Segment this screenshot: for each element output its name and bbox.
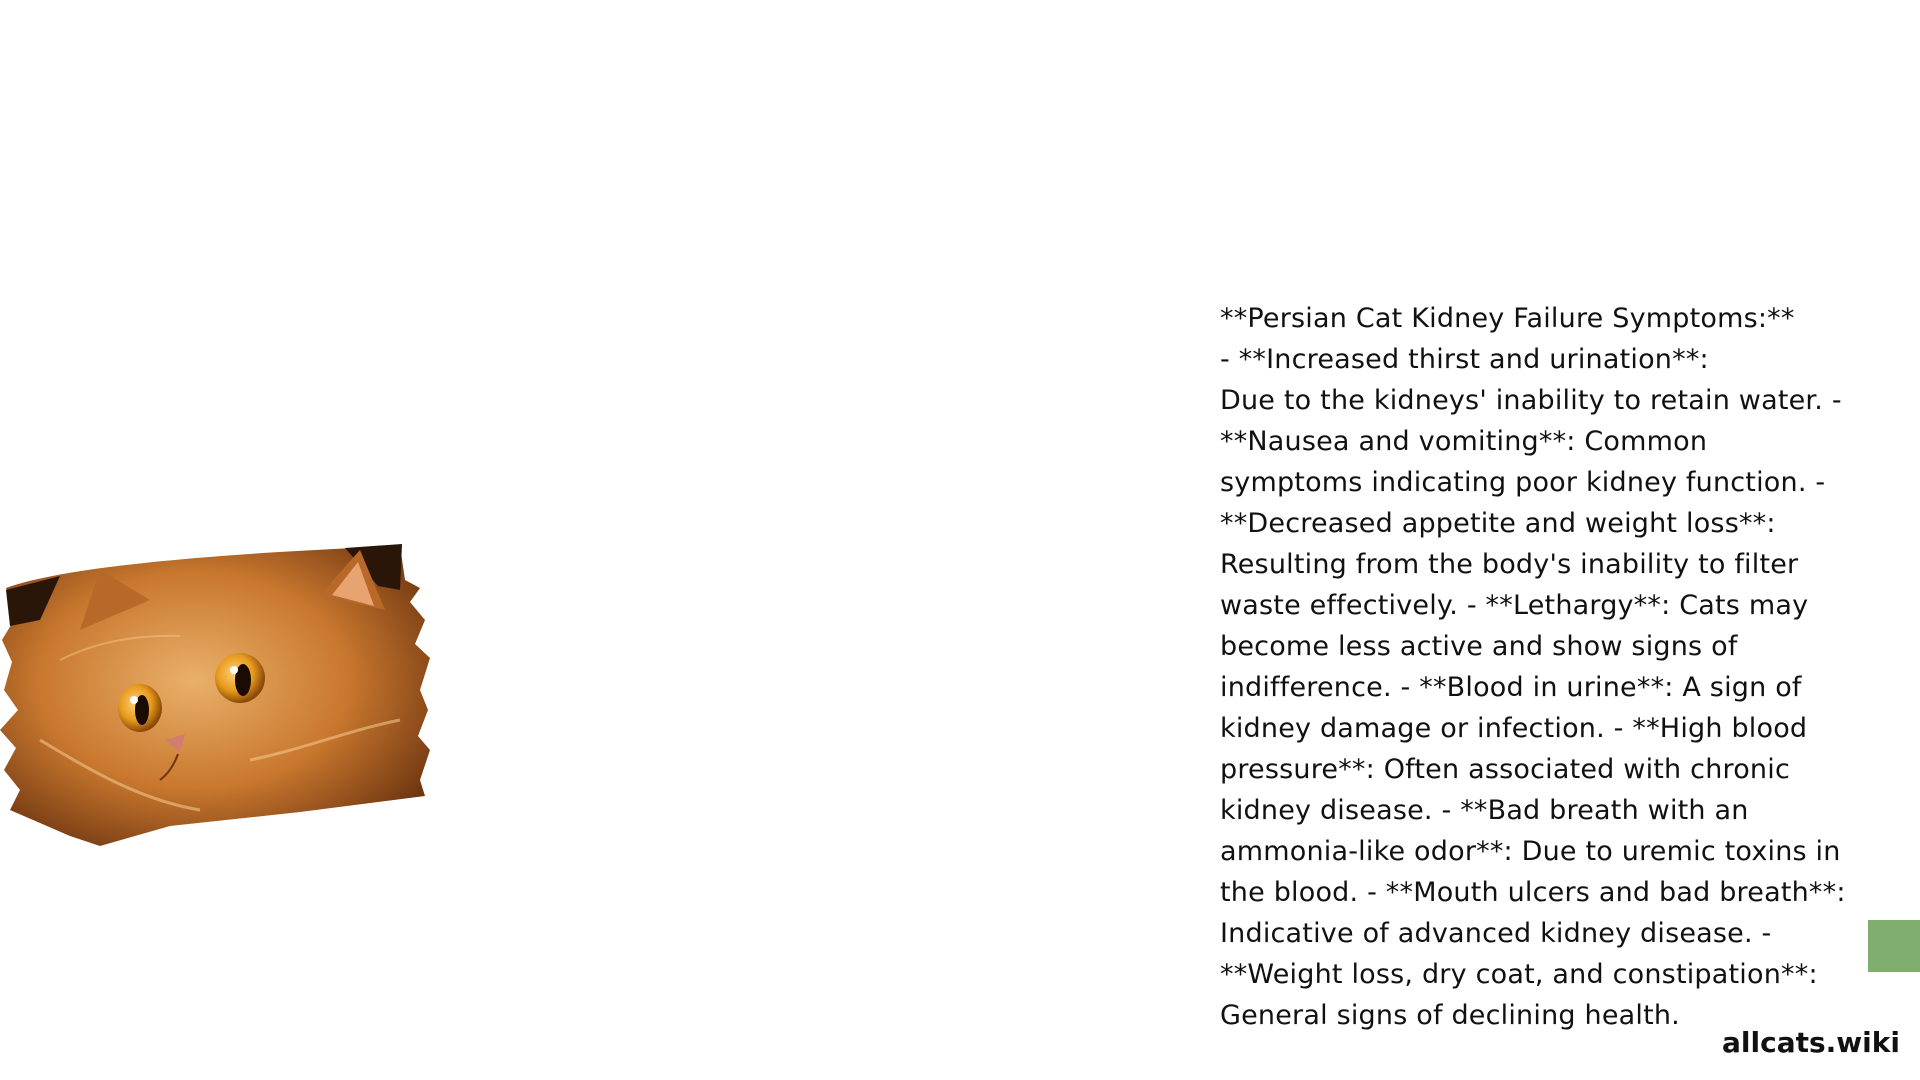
article-text: **Persian Cat Kidney Failure Symptoms:** - **Increased thirst and urination**: Due to the kidneys' inability to retain water. - **Nausea and vomiting**: Common symptoms indicating poor kidney function. - **Decreased appetite and weight loss**: Resulting from the body's inability to filter waste effectively. - **Lethargy**: Cats may become less active and show signs of indifference. - **Blood in urine**: A sign of kidney damage or infection. - **High blood pressure**: Often associated with chronic kidney disease. - **Bad breath with an ammonia-like odor**: Due to uremic toxins in the blood. - **Mouth ulcers and bad breath**: Indicative of advanced kidney disease. - **Weight loss, dry coat, and constipation**: General signs of declining health.: [1220, 303, 1846, 1031]
site-brand: allcats.wiki: [1718, 1024, 1904, 1061]
accent-square: [1868, 920, 1920, 972]
article-text-block: [1220, 298, 1850, 1080]
persian-cat-image: [0, 540, 440, 860]
